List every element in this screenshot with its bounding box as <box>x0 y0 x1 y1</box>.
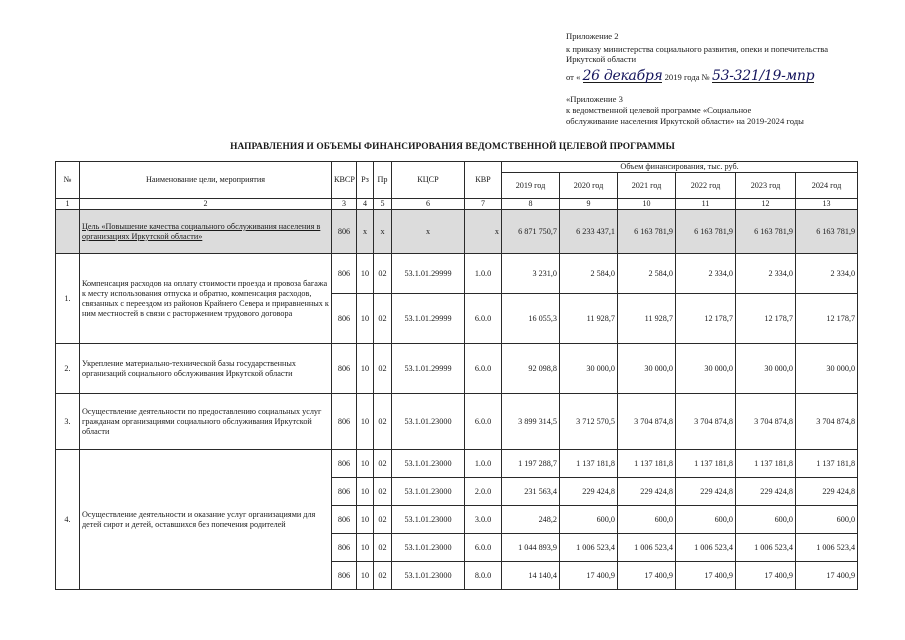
cell-value: 600,0 <box>736 506 796 534</box>
header-year: 2019 год <box>502 173 560 199</box>
item-text: Осуществление деятельности по предоставлению социальных услуг гражданам организациями социального обслуживания Иркутской области <box>80 394 332 450</box>
cell-value: 1 006 523,4 <box>560 534 618 562</box>
cell-value: 12 178,7 <box>676 294 736 344</box>
cell-kvsr: 806 <box>332 450 357 478</box>
item-text: Осуществление деятельности и оказание услуг организациями для детей сирот и детей, оставшихся без попечения родителей <box>80 450 332 590</box>
program-title: обслуживание населения Иркутской области» на 2019-2024 годы <box>566 116 804 126</box>
cell-value: 1 006 523,4 <box>618 534 676 562</box>
table-row <box>56 344 858 394</box>
date-prefix: от « <box>566 72 581 82</box>
col-number: 6 <box>392 199 465 210</box>
cell-value: 1 137 181,8 <box>796 450 858 478</box>
cell-value: 600,0 <box>676 506 736 534</box>
header-name: Наименование цели, мероприятия <box>80 162 332 199</box>
cell-value: 14 140,4 <box>502 562 560 590</box>
col-number: 13 <box>796 199 858 210</box>
table-row <box>56 394 858 450</box>
cell-value: 3 704 874,8 <box>618 394 676 450</box>
cell-value: 600,0 <box>796 506 858 534</box>
item-text: Компенсация расходов на оплату стоимости проезда и провоза багажа к месту использования отпуска и обратно, компенсация расходов, связанных с переездом из районов Крайнего Севера и приравненных к ним местностей в связи с расторжением трудового договора <box>80 254 332 344</box>
cell-value: 1 044 893,9 <box>502 534 560 562</box>
cell-pr: 02 <box>374 394 392 450</box>
header-kvsr: КВСР <box>332 162 357 199</box>
cell-value: 231 563,4 <box>502 478 560 506</box>
col-number: 7 <box>465 199 502 210</box>
cell-kcsr: 53.1.01.29999 <box>392 254 465 294</box>
col-number: 11 <box>676 199 736 210</box>
cell-kcsr: 53.1.01.23000 <box>392 450 465 478</box>
cell-rz: 10 <box>357 254 374 294</box>
goal-rz: х <box>357 210 374 254</box>
header-pr: Пр <box>374 162 392 199</box>
header-year: 2023 год <box>736 173 796 199</box>
goal-value: 6 871 750,7 <box>502 210 560 254</box>
cell-value: 1 006 523,4 <box>676 534 736 562</box>
goal-text: Цель «Повышение качества социального обслуживания населения в организациях Иркутской области» <box>80 210 332 254</box>
cell-value: 2 334,0 <box>796 254 858 294</box>
cell-kvsr: 806 <box>332 394 357 450</box>
col-number: 10 <box>618 199 676 210</box>
cell-pr: 02 <box>374 254 392 294</box>
goal-pr: х <box>374 210 392 254</box>
document-title: НАПРАВЛЕНИЯ И ОБЪЕМЫ ФИНАНСИРОВАНИЯ ВЕДОМСТВЕННОЙ ЦЕЛЕВОЙ ПРОГРАММЫ <box>230 142 675 152</box>
cell-value: 1 137 181,8 <box>736 450 796 478</box>
item-num: 4. <box>56 450 80 590</box>
cell-rz: 10 <box>357 394 374 450</box>
cell-value: 229 424,8 <box>618 478 676 506</box>
item-text: Укрепление материально-технической базы государственных организаций социального обслуживания Иркутской области <box>80 344 332 394</box>
cell-kcsr: 53.1.01.29999 <box>392 344 465 394</box>
goal-row <box>56 210 858 254</box>
cell-value: 1 137 181,8 <box>676 450 736 478</box>
goal-value: 6 163 781,9 <box>618 210 676 254</box>
header-rz: Рз <box>357 162 374 199</box>
cell-kvr: 2.0.0 <box>465 478 502 506</box>
cell-kvr: 8.0.0 <box>465 562 502 590</box>
cell-kcsr: 53.1.01.23000 <box>392 478 465 506</box>
cell-pr: 02 <box>374 562 392 590</box>
cell-rz: 10 <box>357 344 374 394</box>
header-kvr: КВР <box>465 162 502 199</box>
cell-value: 30 000,0 <box>736 344 796 394</box>
cell-rz: 10 <box>357 562 374 590</box>
cell-value: 2 334,0 <box>676 254 736 294</box>
cell-value: 30 000,0 <box>560 344 618 394</box>
cell-pr: 02 <box>374 534 392 562</box>
cell-value: 248,2 <box>502 506 560 534</box>
header-num: № <box>56 162 80 199</box>
header-year: 2022 год <box>676 173 736 199</box>
cell-value: 2 584,0 <box>618 254 676 294</box>
cell-kvr: 1.0.0 <box>465 450 502 478</box>
col-number: 2 <box>80 199 332 210</box>
order-region: Иркутской области <box>566 54 637 64</box>
cell-kvr: 3.0.0 <box>465 506 502 534</box>
appendix-label: Приложение 2 <box>566 31 619 41</box>
cell-value: 229 424,8 <box>560 478 618 506</box>
cell-value: 3 704 874,8 <box>736 394 796 450</box>
cell-pr: 02 <box>374 450 392 478</box>
program-appendix-label: «Приложение 3 <box>566 94 623 104</box>
cell-value: 17 400,9 <box>618 562 676 590</box>
cell-rz: 10 <box>357 506 374 534</box>
goal-value: 6 233 437,1 <box>560 210 618 254</box>
cell-value: 600,0 <box>618 506 676 534</box>
cell-value: 3 704 874,8 <box>796 394 858 450</box>
cell-value: 17 400,9 <box>736 562 796 590</box>
goal-kvr: х <box>465 210 502 254</box>
item-num: 1. <box>56 254 80 344</box>
cell-value: 3 712 570,5 <box>560 394 618 450</box>
program-reference: к ведомственной целевой программе «Социальное <box>566 105 752 115</box>
cell-value: 1 006 523,4 <box>736 534 796 562</box>
header-year: 2021 год <box>618 173 676 199</box>
cell-pr: 02 <box>374 506 392 534</box>
col-number: 1 <box>56 199 80 210</box>
cell-value: 17 400,9 <box>796 562 858 590</box>
cell-rz: 10 <box>357 478 374 506</box>
goal-value: 6 163 781,9 <box>676 210 736 254</box>
cell-value: 16 055,3 <box>502 294 560 344</box>
cell-rz: 10 <box>357 450 374 478</box>
col-number: 12 <box>736 199 796 210</box>
col-number: 3 <box>332 199 357 210</box>
cell-kvsr: 806 <box>332 562 357 590</box>
cell-kvr: 6.0.0 <box>465 534 502 562</box>
cell-value: 30 000,0 <box>618 344 676 394</box>
goal-kcsr: х <box>392 210 465 254</box>
cell-kcsr: 53.1.01.23000 <box>392 394 465 450</box>
cell-kvsr: 806 <box>332 254 357 294</box>
cell-rz: 10 <box>357 534 374 562</box>
item-num: 3. <box>56 394 80 450</box>
cell-value: 2 584,0 <box>560 254 618 294</box>
cell-value: 229 424,8 <box>796 478 858 506</box>
cell-value: 229 424,8 <box>676 478 736 506</box>
cell-value: 30 000,0 <box>796 344 858 394</box>
funding-table <box>55 161 858 590</box>
cell-kcsr: 53.1.01.23000 <box>392 534 465 562</box>
header-funding: Объем финансирования, тыс. руб. <box>502 162 858 173</box>
cell-kvsr: 806 <box>332 294 357 344</box>
handwritten-date: 26 декабря <box>582 68 663 84</box>
goal-kvsr: 806 <box>332 210 357 254</box>
cell-value: 3 231,0 <box>502 254 560 294</box>
cell-kvr: 6.0.0 <box>465 344 502 394</box>
cell-value: 1 006 523,4 <box>796 534 858 562</box>
cell-value: 92 098,8 <box>502 344 560 394</box>
header-year: 2024 год <box>796 173 858 199</box>
goal-value: 6 163 781,9 <box>736 210 796 254</box>
col-number: 5 <box>374 199 392 210</box>
cell-kvsr: 806 <box>332 534 357 562</box>
cell-value: 3 899 314,5 <box>502 394 560 450</box>
cell-value: 11 928,7 <box>560 294 618 344</box>
cell-kvsr: 806 <box>332 344 357 394</box>
date-year-number-label: 2019 года № <box>664 72 710 82</box>
order-reference: к приказу министерства социального развития, опеки и попечительства <box>566 44 829 54</box>
cell-kvsr: 806 <box>332 506 357 534</box>
col-number: 9 <box>560 199 618 210</box>
cell-value: 229 424,8 <box>736 478 796 506</box>
cell-kcsr: 53.1.01.23000 <box>392 562 465 590</box>
cell-value: 17 400,9 <box>560 562 618 590</box>
cell-kvsr: 806 <box>332 478 357 506</box>
goal-num-cell <box>56 210 80 254</box>
cell-value: 600,0 <box>560 506 618 534</box>
cell-kvr: 6.0.0 <box>465 294 502 344</box>
cell-value: 12 178,7 <box>736 294 796 344</box>
goal-value: 6 163 781,9 <box>796 210 858 254</box>
header-year: 2020 год <box>560 173 618 199</box>
item-num: 2. <box>56 344 80 394</box>
cell-value: 1 137 181,8 <box>560 450 618 478</box>
cell-kcsr: 53.1.01.23000 <box>392 506 465 534</box>
col-number: 4 <box>357 199 374 210</box>
header-kcsr: КЦСР <box>392 162 465 199</box>
cell-value: 2 334,0 <box>736 254 796 294</box>
cell-value: 11 928,7 <box>618 294 676 344</box>
cell-value: 17 400,9 <box>676 562 736 590</box>
table-row <box>56 450 858 478</box>
cell-value: 3 704 874,8 <box>676 394 736 450</box>
cell-pr: 02 <box>374 294 392 344</box>
handwritten-order-number: 53-321/19-мпр <box>712 68 815 84</box>
cell-pr: 02 <box>374 344 392 394</box>
cell-value: 1 137 181,8 <box>618 450 676 478</box>
cell-rz: 10 <box>357 294 374 344</box>
cell-kvr: 1.0.0 <box>465 254 502 294</box>
cell-pr: 02 <box>374 478 392 506</box>
cell-value: 1 197 288,7 <box>502 450 560 478</box>
order-date-line <box>566 70 814 83</box>
col-number: 8 <box>502 199 560 210</box>
cell-value: 30 000,0 <box>676 344 736 394</box>
cell-kcsr: 53.1.01.29999 <box>392 294 465 344</box>
cell-kvr: 6.0.0 <box>465 394 502 450</box>
cell-value: 12 178,7 <box>796 294 858 344</box>
table-row <box>56 254 858 294</box>
